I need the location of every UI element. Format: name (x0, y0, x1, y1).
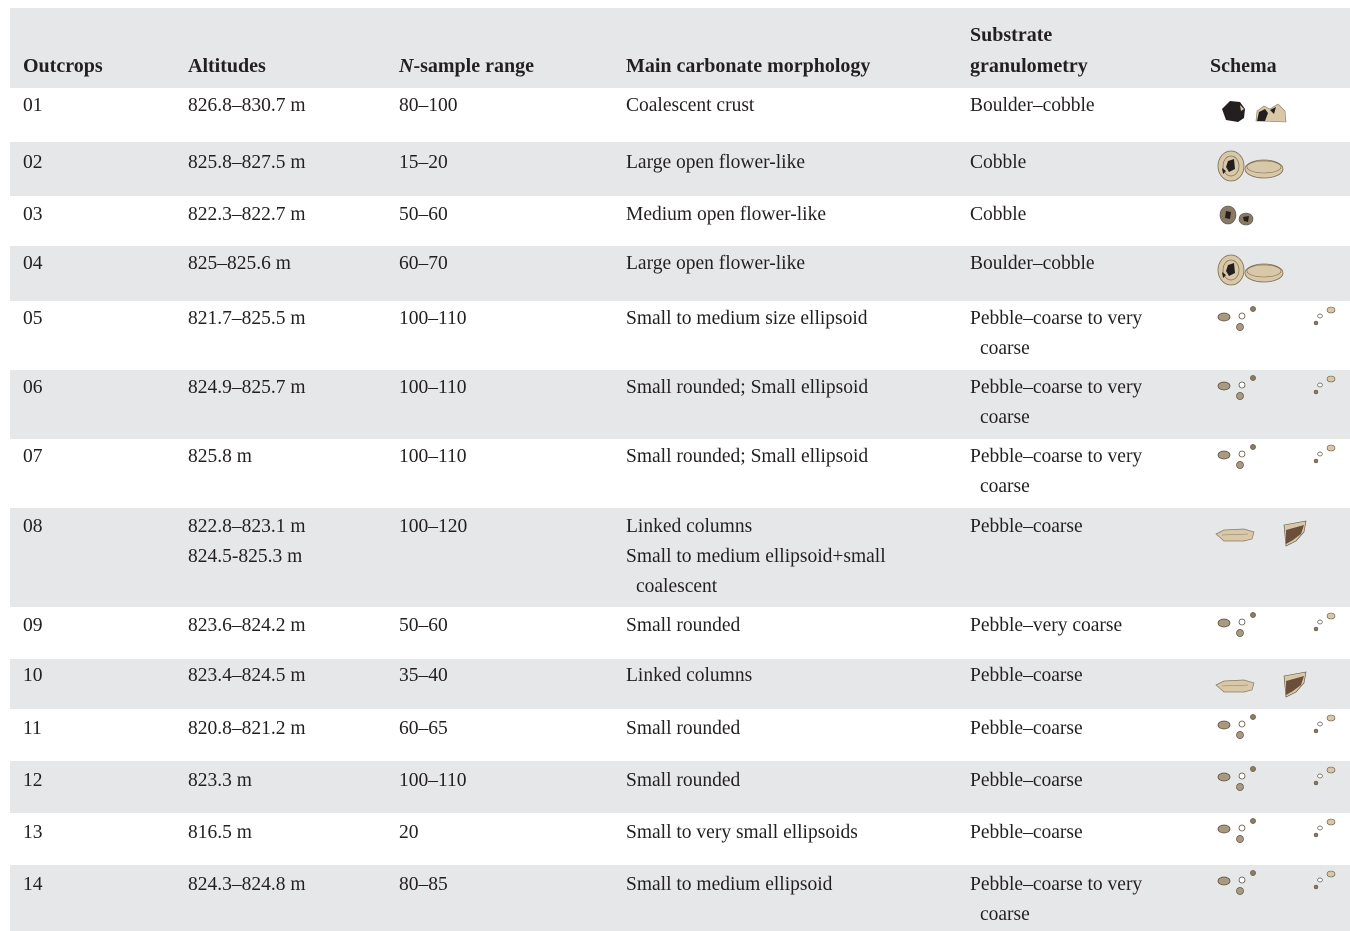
cell-schema (1208, 813, 1348, 865)
cell-n-sample (399, 661, 448, 691)
substrate-text: coarse (980, 338, 1030, 359)
morphology-text: Medium open flower-like (626, 204, 826, 225)
cell-substrate (970, 611, 1122, 641)
altitude-value: 826.8–830.7 m (188, 95, 306, 116)
cell-morphology (626, 91, 754, 121)
altitude-value: 824.5-825.3 m (188, 546, 303, 567)
substrate-text: coarse (980, 407, 1030, 428)
cell-schema (1208, 865, 1348, 931)
altitude-value: 822.8–823.1 m (188, 516, 306, 537)
cell-substrate (970, 818, 1083, 848)
pebbles-icon (1208, 373, 1348, 413)
columns-icon (1208, 667, 1348, 707)
cell-morphology (626, 611, 740, 641)
morphology-text: Large open flower-like (626, 253, 806, 274)
n-sample-value: 20 (399, 822, 419, 843)
morphology-text: Coalescent crust (626, 95, 755, 116)
cell-schema (1208, 709, 1348, 761)
pebbles-icon (1208, 712, 1348, 752)
cell-schema (1208, 508, 1348, 607)
table-row (10, 607, 1350, 659)
outcrop-id: 02 (23, 152, 43, 173)
flower-medium-icon (1208, 198, 1348, 238)
cell-altitudes (188, 304, 306, 334)
morphology-text: Small to medium ellipsoid+small (626, 546, 886, 567)
pebbles-icon (1208, 868, 1348, 908)
n-sample-value: 100–110 (399, 377, 467, 398)
outcrop-id: 12 (23, 770, 43, 791)
cell-substrate (970, 512, 1083, 542)
n-sample-value: 50–60 (399, 615, 448, 636)
cell-substrate (970, 249, 1095, 279)
cell-altitudes (188, 661, 306, 691)
cell-altitudes (188, 512, 306, 572)
altitude-value: 822.3–822.7 m (188, 204, 306, 225)
altitude-value: 823.4–824.5 m (188, 665, 306, 686)
cell-schema (1208, 659, 1348, 709)
header-substrate-line1: Substrate (970, 24, 1053, 46)
cell-outcrop (23, 304, 43, 334)
substrate-text: Pebble–coarse to very (970, 874, 1143, 895)
cell-altitudes (188, 714, 306, 744)
cell-morphology (626, 200, 826, 230)
cell-outcrop (23, 766, 43, 796)
outcrop-id: 03 (23, 204, 43, 225)
cell-outcrop (23, 442, 43, 472)
n-sample-value: 100–120 (399, 516, 468, 537)
cell-outcrop (23, 373, 43, 403)
cell-altitudes (188, 148, 306, 178)
n-sample-value: 60–70 (399, 253, 448, 274)
table-row (10, 508, 1350, 607)
n-sample-value: 80–100 (399, 95, 458, 116)
cell-outcrop (23, 714, 42, 744)
n-sample-value: 35–40 (399, 665, 448, 686)
outcrop-id: 07 (23, 446, 43, 467)
table-row (10, 865, 1350, 931)
outcrop-id: 11 (23, 718, 42, 739)
header-schema: Schema (1210, 55, 1277, 77)
substrate-text: Pebble–very coarse (970, 615, 1123, 636)
pebbles-icon (1208, 442, 1348, 482)
n-sample-value: 50–60 (399, 204, 448, 225)
cell-schema (1208, 196, 1348, 246)
cell-altitudes (188, 249, 291, 279)
cell-substrate (970, 148, 1026, 178)
cell-n-sample (399, 714, 448, 744)
cell-outcrop (23, 249, 43, 279)
cell-morphology (626, 249, 805, 279)
cell-outcrop (23, 870, 43, 900)
cell-n-sample (399, 442, 467, 472)
pebbles-icon (1208, 764, 1348, 804)
altitude-value: 825.8–827.5 m (188, 152, 306, 173)
cell-altitudes (188, 373, 306, 403)
cell-schema (1208, 88, 1348, 142)
outcrop-id: 08 (23, 516, 43, 537)
cell-outcrop (23, 91, 43, 121)
outcrop-id: 06 (23, 377, 43, 398)
table-row (10, 370, 1350, 439)
cell-n-sample (399, 373, 467, 403)
cell-n-sample (399, 611, 448, 641)
cell-morphology (626, 870, 832, 900)
cell-outcrop (23, 512, 43, 542)
morphology-text: coalescent (636, 576, 718, 597)
cell-substrate (970, 91, 1095, 121)
outcrop-id: 13 (23, 822, 43, 843)
n-sample-value: 15–20 (399, 152, 448, 173)
table-row (10, 709, 1350, 761)
cell-altitudes (188, 766, 252, 796)
cell-outcrop (23, 661, 43, 691)
cell-substrate (970, 442, 1142, 502)
pebbles-icon (1208, 816, 1348, 856)
cell-substrate (970, 200, 1026, 230)
cell-substrate (970, 304, 1142, 364)
morphology-text: Small rounded (626, 718, 741, 739)
table-row (10, 88, 1350, 142)
cell-n-sample (399, 766, 467, 796)
cell-altitudes (188, 91, 306, 121)
header-morphology: Main carbonate morphology (626, 55, 871, 77)
altitude-value: 825–825.6 m (188, 253, 291, 274)
n-sample-value: 60–65 (399, 718, 448, 739)
cell-morphology (626, 818, 858, 848)
table-body (10, 88, 1350, 931)
cell-outcrop (23, 611, 43, 641)
header-n-rest: -sample range (413, 55, 534, 77)
cell-morphology (626, 512, 886, 602)
outcrop-id: 14 (23, 874, 43, 895)
cell-schema (1208, 246, 1348, 301)
cell-schema (1208, 761, 1348, 813)
cell-n-sample (399, 91, 458, 121)
substrate-text: coarse (980, 904, 1030, 925)
table-row (10, 813, 1350, 865)
flower-large-icon (1208, 146, 1348, 186)
substrate-text: coarse (980, 476, 1030, 497)
altitude-value: 816.5 m (188, 822, 252, 843)
altitude-value: 823.3 m (188, 770, 252, 791)
header-substrate-line2: granulometry (970, 55, 1088, 77)
substrate-text: Pebble–coarse (970, 665, 1083, 686)
cell-n-sample (399, 148, 448, 178)
cell-schema (1208, 439, 1348, 508)
substrate-text: Pebble–coarse (970, 516, 1083, 537)
outcrop-id: 01 (23, 95, 43, 116)
table-row (10, 301, 1350, 370)
morphology-text: Linked columns (626, 516, 753, 537)
outcrops-table (10, 8, 1350, 931)
morphology-text: Linked columns (626, 665, 753, 686)
n-sample-value: 80–85 (399, 874, 448, 895)
substrate-text: Pebble–coarse (970, 718, 1083, 739)
substrate-text: Pebble–coarse to very (970, 308, 1143, 329)
pebbles-icon (1208, 304, 1348, 344)
header-n-sample-range (399, 51, 534, 81)
morphology-text: Small to very small ellipsoids (626, 822, 858, 843)
cell-n-sample (399, 200, 448, 230)
cell-n-sample (399, 512, 467, 542)
cell-morphology (626, 442, 868, 472)
substrate-text: Pebble–coarse (970, 822, 1083, 843)
n-sample-value: 100–110 (399, 446, 467, 467)
altitude-value: 825.8 m (188, 446, 252, 467)
altitude-value: 823.6–824.2 m (188, 615, 306, 636)
crust-dark-icon (1210, 91, 1350, 131)
substrate-text: Pebble–coarse to very (970, 377, 1143, 398)
cell-morphology (626, 714, 740, 744)
cell-n-sample (399, 870, 448, 900)
table-row (10, 761, 1350, 813)
cell-schema (1208, 607, 1348, 659)
outcrop-id: 04 (23, 253, 43, 274)
cell-outcrop (23, 818, 43, 848)
cell-morphology (626, 148, 805, 178)
substrate-text: Pebble–coarse (970, 770, 1083, 791)
header-n-italic: N (399, 55, 414, 77)
altitude-value: 824.3–824.8 m (188, 874, 306, 895)
substrate-text: Pebble–coarse to very (970, 446, 1143, 467)
cell-schema (1208, 370, 1348, 439)
substrate-text: Boulder–cobble (970, 253, 1095, 274)
substrate-text: Cobble (970, 152, 1027, 173)
altitude-value: 820.8–821.2 m (188, 718, 306, 739)
cell-substrate (970, 870, 1142, 930)
cell-morphology (626, 766, 740, 796)
cell-substrate (970, 661, 1083, 691)
morphology-text: Small rounded; Small ellipsoid (626, 446, 869, 467)
cell-altitudes (188, 870, 306, 900)
cell-substrate (970, 714, 1083, 744)
morphology-text: Small rounded (626, 615, 741, 636)
substrate-text: Boulder–cobble (970, 95, 1095, 116)
table-row (10, 246, 1350, 301)
table-row (10, 142, 1350, 196)
cell-outcrop (23, 200, 43, 230)
cell-altitudes (188, 442, 252, 472)
substrate-text: Cobble (970, 204, 1027, 225)
morphology-text: Small to medium size ellipsoid (626, 308, 868, 329)
outcrop-id: 05 (23, 308, 43, 329)
altitude-value: 824.9–825.7 m (188, 377, 306, 398)
n-sample-value: 100–110 (399, 770, 467, 791)
altitude-value: 821.7–825.5 m (188, 308, 306, 329)
table-header (10, 8, 1350, 88)
table-row (10, 196, 1350, 246)
table-row (10, 439, 1350, 508)
cell-morphology (626, 661, 752, 691)
outcrop-id: 09 (23, 615, 43, 636)
cell-outcrop (23, 148, 43, 178)
header-altitudes: Altitudes (188, 55, 266, 77)
cell-substrate (970, 766, 1083, 796)
outcrop-id: 10 (23, 665, 43, 686)
morphology-text: Small rounded; Small ellipsoid (626, 377, 869, 398)
columns-icon (1208, 516, 1348, 556)
cell-schema (1208, 142, 1348, 196)
pebbles-icon (1208, 610, 1348, 650)
cell-n-sample (399, 304, 467, 334)
cell-substrate (970, 373, 1142, 433)
header-outcrops: Outcrops (23, 55, 103, 77)
n-sample-value: 100–110 (399, 308, 467, 329)
cell-altitudes (188, 611, 306, 641)
flower-large-icon (1208, 250, 1348, 290)
cell-altitudes (188, 818, 252, 848)
cell-schema (1208, 301, 1348, 370)
cell-altitudes (188, 200, 306, 230)
cell-n-sample (399, 249, 448, 279)
cell-n-sample (399, 818, 419, 848)
morphology-text: Large open flower-like (626, 152, 806, 173)
morphology-text: Small rounded (626, 770, 741, 791)
cell-morphology (626, 304, 868, 334)
morphology-text: Small to medium ellipsoid (626, 874, 833, 895)
cell-morphology (626, 373, 868, 403)
table-row (10, 659, 1350, 709)
